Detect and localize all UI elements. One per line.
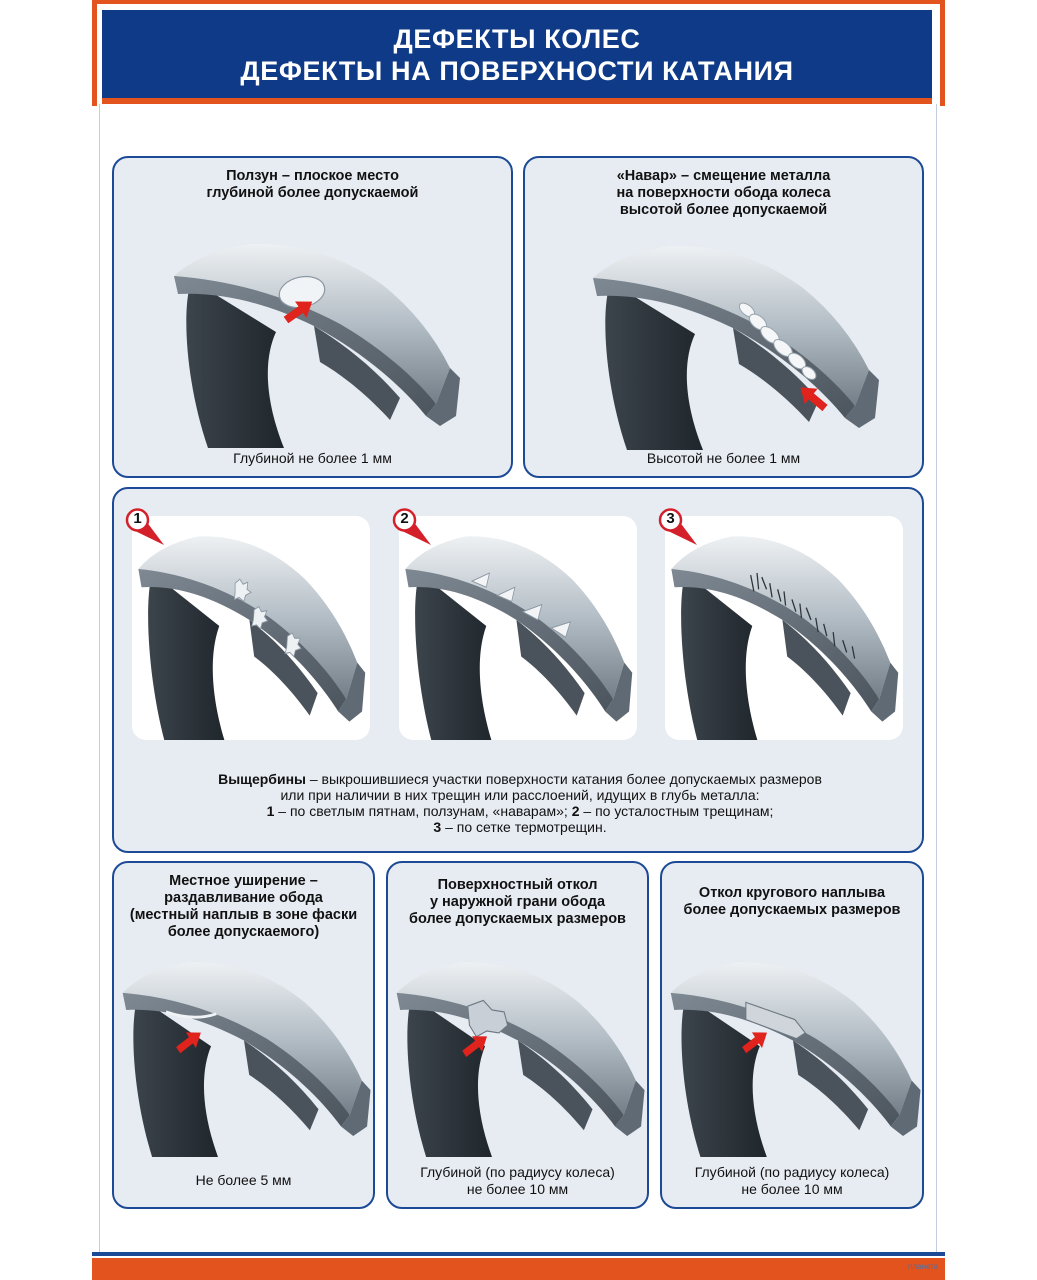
- panel-title-line: Местное уширение –: [169, 873, 318, 889]
- wheel-bead-chip-illustration: [662, 947, 924, 1157]
- brand-label: планета: [908, 1262, 939, 1271]
- wheel-spall-fatigue-illustration: [399, 516, 637, 740]
- spall-tile-1: [132, 516, 370, 740]
- panel-flat-spot: [112, 156, 513, 478]
- panel-title: [120, 168, 505, 202]
- spalls-term: Выщербины: [218, 771, 306, 787]
- definition-number: 3: [433, 819, 442, 835]
- panel-caption: Высотой не более 1 мм: [646, 450, 801, 466]
- panel-title-line: «Навар» – смещение металла: [616, 168, 831, 184]
- header-title-line1: ДЕФЕКТЫ КОЛЕС: [393, 24, 641, 54]
- definition-line-4: [120, 819, 920, 835]
- frame-top-accent: [92, 0, 945, 4]
- panel-caption-line: не более 10 мм: [741, 1181, 843, 1197]
- panel-title: [531, 168, 916, 219]
- spalls-definition: [120, 771, 920, 835]
- panel-build-up: [523, 156, 924, 478]
- panel-title-line: глубиной более допускаемой: [206, 185, 419, 201]
- definition-number: 1: [266, 803, 275, 819]
- wheel-local-widening-illustration: [114, 947, 374, 1157]
- panel-caption-line: Глубиной (по радиусу колеса): [694, 1164, 890, 1180]
- panel-caption-line: Глубиной (по радиусу колеса): [420, 1164, 615, 1180]
- definition-text: – по сетке термотрещин.: [441, 819, 607, 835]
- header-title-line2: ДЕФЕКТЫ НА ПОВЕРХНОСТИ КАТАНИЯ: [240, 56, 794, 86]
- wheel-surface-chip-illustration: [388, 947, 648, 1157]
- panel-title-line: более допускаемого): [167, 924, 320, 940]
- marker-3-label: 3: [666, 510, 675, 527]
- definition-text: – по усталостным трещинам;: [579, 803, 774, 819]
- footer-bar: [92, 1258, 945, 1280]
- wheel-spall-thermal-cracks-illustration: [665, 516, 903, 740]
- panel-title-line: Откол кругового наплыва: [698, 885, 886, 901]
- panel-title-line: Ползун – плоское место: [226, 168, 399, 184]
- wheel-build-up-illustration: [583, 228, 883, 452]
- spall-tile-3: [665, 516, 903, 740]
- panel-title: [394, 877, 641, 928]
- panel-surface-chip: [386, 861, 649, 1209]
- panel-caption-line: не более 10 мм: [466, 1181, 569, 1197]
- frame-right-line: [936, 104, 937, 1254]
- marker-1-label: 1: [133, 510, 142, 527]
- panel-title-line: на поверхности обода колеса: [616, 185, 831, 201]
- definition-text: – по светлым пятнам, ползунам, «наварам»;: [274, 803, 572, 819]
- panel-title-line: высотой более допускаемой: [619, 202, 828, 218]
- panel-local-widening: [112, 861, 375, 1209]
- panel-caption: Глубиной не более 1 мм: [233, 450, 392, 466]
- wheel-flat-spot-illustration: [164, 226, 464, 450]
- panel-title: [120, 873, 367, 941]
- poster-header: [102, 10, 932, 104]
- definition-text: – выкрошившиеся участки поверхности катания более допускаемых размеров: [305, 771, 822, 787]
- panel-title: [668, 885, 916, 919]
- wheel-spall-light-spots-illustration: [132, 516, 370, 740]
- marker-2-label: 2: [400, 510, 409, 527]
- footer-line: [92, 1252, 945, 1256]
- frame-right-accent: [940, 0, 945, 106]
- panel-title-line: Поверхностный откол: [437, 877, 598, 893]
- panel-title-line: у наружной грани обода: [429, 894, 606, 910]
- panel-caption: [120, 1172, 367, 1189]
- panel-caption: [394, 1164, 641, 1198]
- panel-caption: [668, 1164, 916, 1198]
- definition-line-2: или при наличии в них трещин или расслоений, идущих в глубь металла:: [280, 787, 760, 803]
- definition-line-3: [120, 803, 920, 819]
- panel-title-line: более допускаемых размеров: [683, 902, 901, 918]
- panel-circular-bead-chip: [660, 861, 924, 1209]
- spall-tile-2: [399, 516, 637, 740]
- panel-title-line: более допускаемых размеров: [409, 911, 626, 927]
- frame-left-accent: [92, 0, 97, 106]
- panel-caption-line: Не более 5 мм: [195, 1172, 292, 1188]
- frame-left-line: [99, 104, 100, 1254]
- panel-title-line: раздавливание обода: [164, 890, 323, 906]
- definition-number: 2: [571, 803, 580, 819]
- panel-title-line: (местный наплыв в зоне фаски: [129, 907, 358, 923]
- definition-line-1: [120, 771, 920, 787]
